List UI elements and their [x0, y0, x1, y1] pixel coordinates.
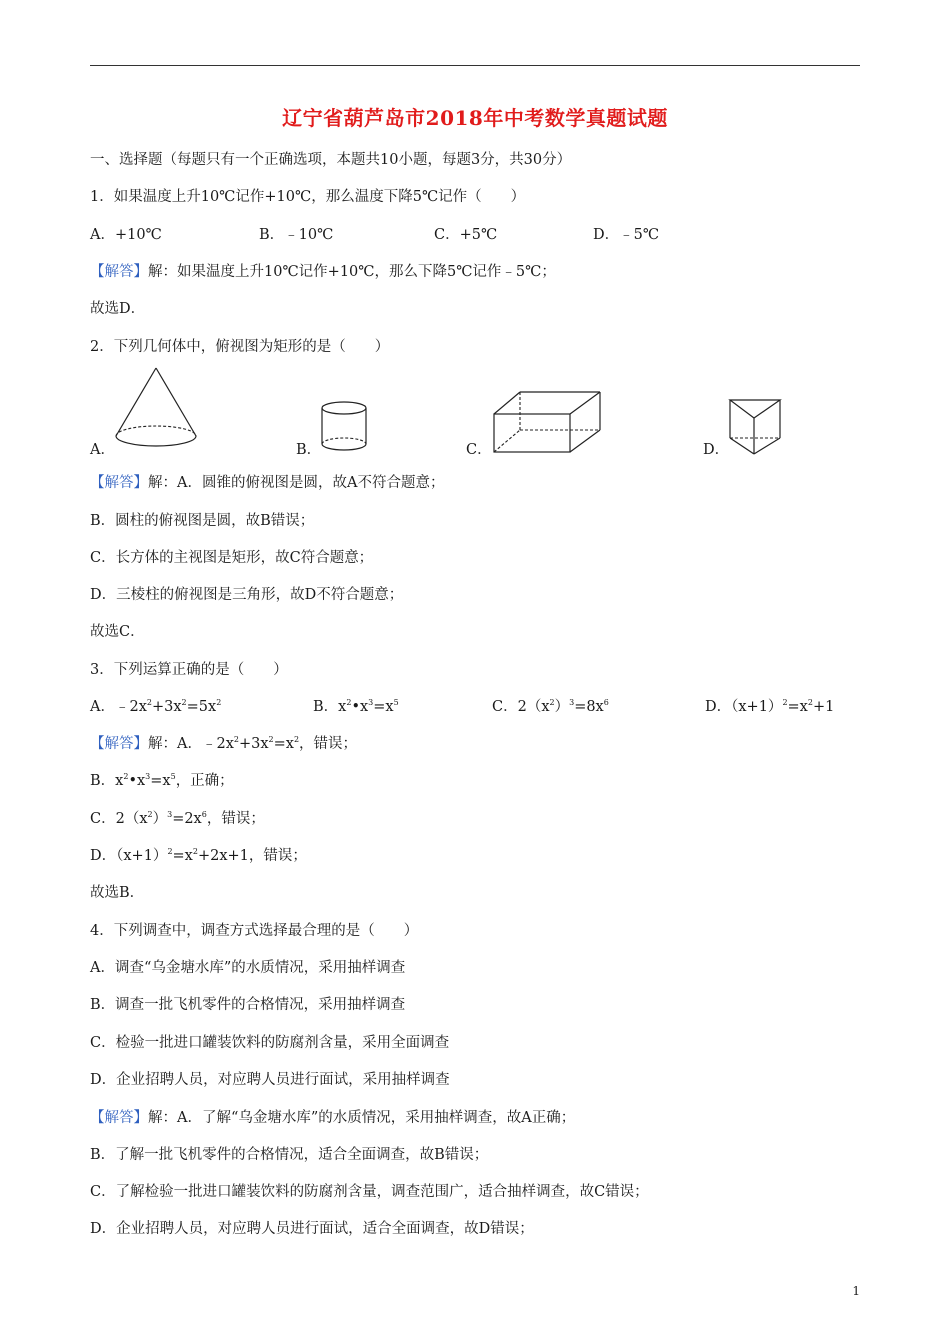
q4-solution-c: C．了解检验一批进口罐装饮料的防腐剂含量，调查范围广，适合抽样调查，故C错误；	[90, 1184, 649, 1200]
cone-figure	[110, 364, 202, 456]
q1-option-b: B．﹣10℃	[259, 227, 334, 243]
q3-solution-c: C．$2(x^2)^3=2x^6$，错误；	[90, 810, 265, 827]
q4-solution-b: B．了解一批飞机零件的合格情况，适合全面调查，故B错误；	[90, 1147, 489, 1163]
q2-option-c-label: C．	[466, 442, 492, 458]
q4-solution-d: D．企业招聘人员，对应聘人员进行面试，适合全面调查，故D错误；	[90, 1221, 534, 1237]
q2-stem: 2．下列几何体中，俯视图为矩形的是（ ）	[90, 339, 390, 355]
q1-solution: 【解答】解：如果温度上升10℃记作+10℃，那么下降5℃记作﹣5℃；	[90, 264, 556, 280]
page-title: 辽宁省葫芦岛市2018年中考数学真题试题	[282, 106, 668, 130]
q2-solution-c: C．长方体的主视图是矩形，故C符合题意；	[90, 550, 374, 566]
q1-option-a: A．+10℃	[90, 227, 162, 243]
q4-stem: 4．下列调查中，调查方式选择最合理的是（ ）	[90, 923, 419, 939]
q1-option-c: C．+5℃	[434, 227, 498, 243]
cylinder-figure	[318, 396, 372, 456]
q2-option-a-label: A．	[90, 442, 115, 458]
q4-solution: 【解答】解：A．了解“乌金塘水库”的水质情况，采用抽样调查，故A正确；	[90, 1110, 576, 1126]
q4-option-b: B．调查一批飞机零件的合格情况，采用抽样调查	[90, 997, 406, 1013]
q1-stem: 1．如果温度上升10℃记作+10℃，那么温度下降5℃记作（ ）	[90, 189, 526, 205]
q2-option-b-label: B．	[296, 442, 322, 458]
q4-option-c: C．检验一批进口罐装饮料的防腐剂含量，采用全面调查	[90, 1035, 450, 1051]
q2-solution-d: D．三棱柱的俯视图是三角形，故D不符合题意；	[90, 587, 404, 603]
q3-conclusion: 故选B．	[90, 885, 145, 901]
q3-solution: 【解答】解：A．$﹣2x^2+3x^2=x^2$，错误；	[90, 735, 358, 752]
q1-conclusion: 故选D．	[90, 301, 146, 317]
q3-solution-b: B．$x^2•x^3=x^5$，正确；	[90, 772, 234, 789]
section-heading: 一、选择题（每题只有一个正确选项，本题共10小题，每题3分，共30分）	[90, 152, 572, 168]
page-number: 1	[852, 1284, 860, 1298]
q4-option-a: A．调查“乌金塘水库”的水质情况，采用抽样调查	[90, 960, 406, 976]
q3-option-a: A．$﹣2x^2+3x^2=5x^2$	[90, 698, 222, 715]
triangular-prism-figure	[726, 396, 786, 458]
cuboid-figure	[490, 388, 606, 458]
q3-solution-d: D．$(x+1)^2=x^2+2x+1$，错误；	[90, 847, 307, 864]
header-rule	[90, 65, 860, 66]
q1-option-d: D．﹣5℃	[593, 227, 660, 243]
q2-solution-b: B．圆柱的俯视图是圆，故B错误；	[90, 513, 315, 529]
q3-stem: 3．下列运算正确的是（ ）	[90, 662, 288, 678]
q3-option-b: B．$x^2•x^3=x^5$	[313, 698, 399, 715]
q3-option-d: D．$(x+1)^2=x^2+1$	[705, 698, 835, 715]
q2-solution: 【解答】解：A．圆锥的俯视图是圆，故A不符合题意；	[90, 475, 445, 491]
q2-conclusion: 故选C．	[90, 624, 145, 640]
q4-option-d: D．企业招聘人员，对应聘人员进行面试，采用抽样调查	[90, 1072, 450, 1088]
answer-tag: 【解答】	[90, 264, 148, 280]
q3-option-c: C．$2(x^2)^3=8x^6$	[492, 698, 609, 715]
q2-option-d-label: D．	[703, 442, 730, 458]
